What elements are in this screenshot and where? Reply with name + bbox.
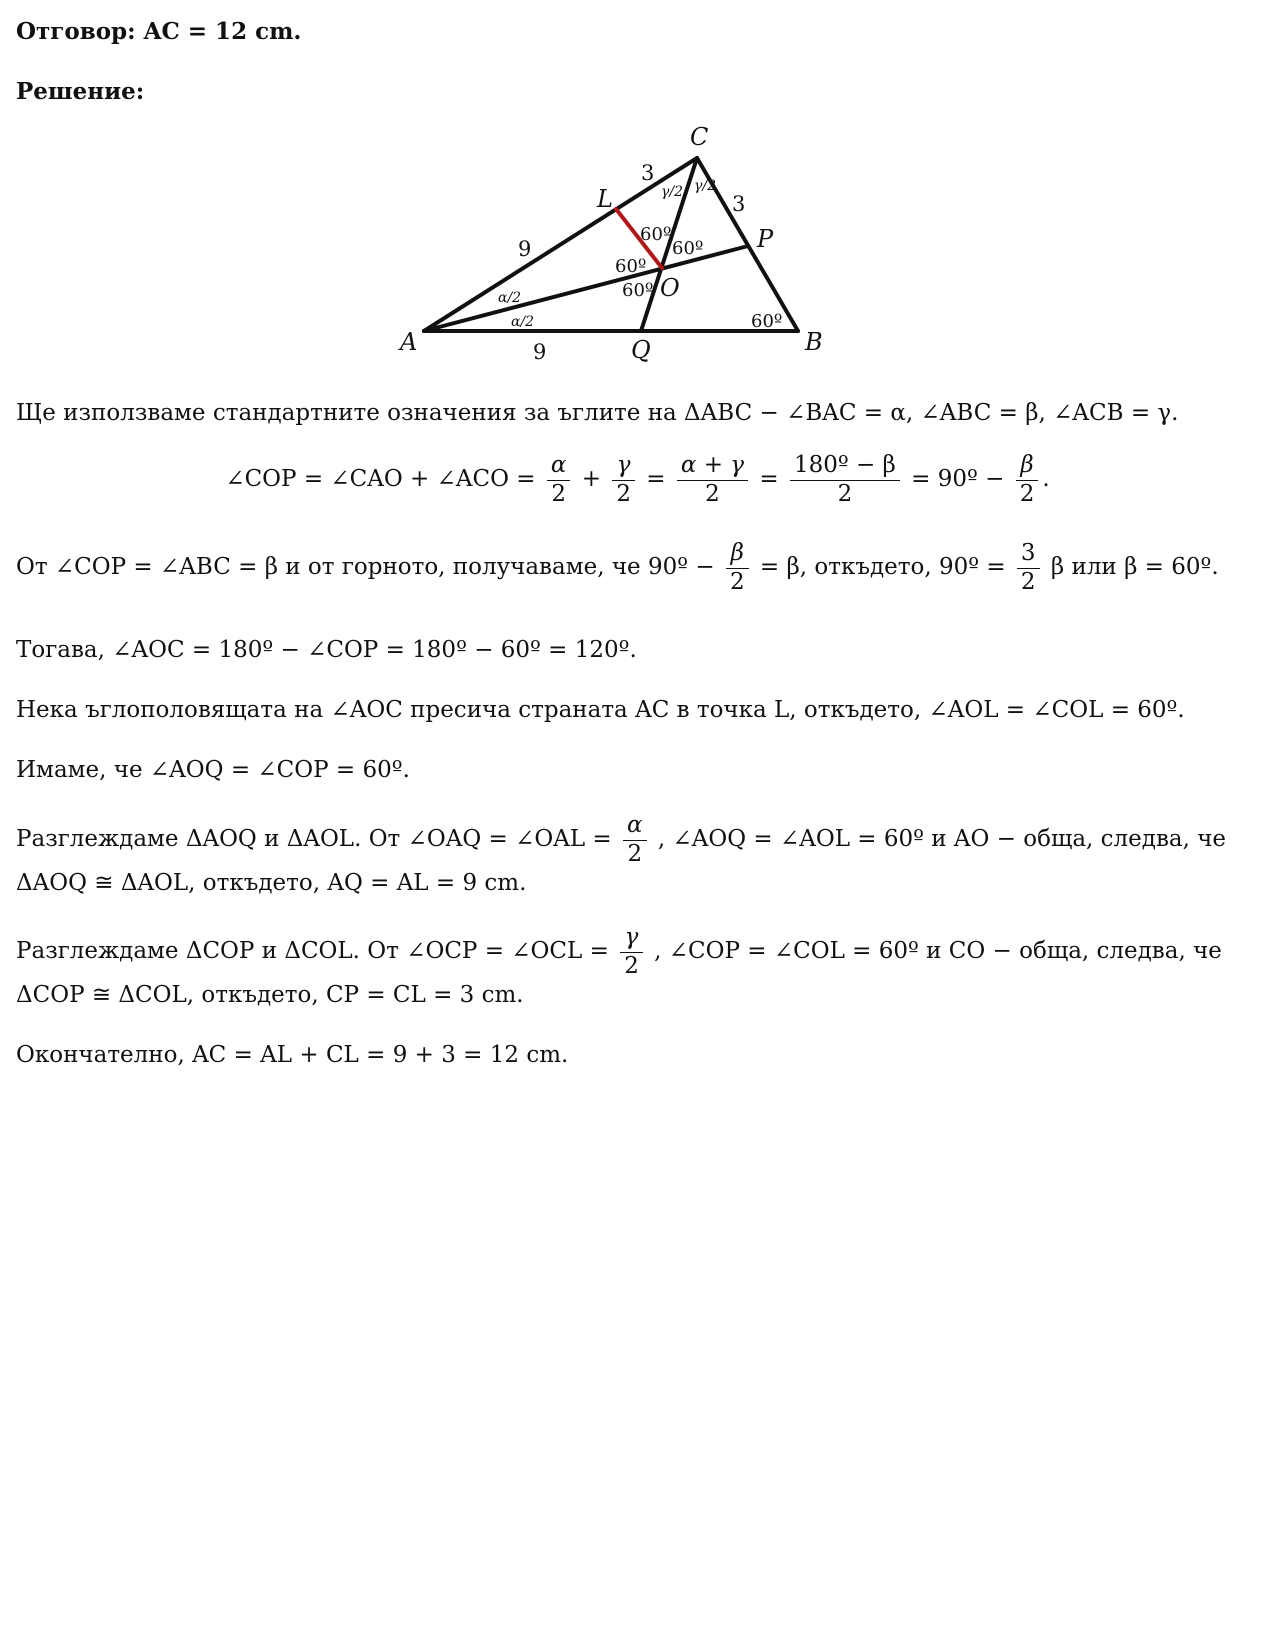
angle-cop: 60º: [672, 238, 704, 259]
point-o-label: O: [660, 274, 680, 302]
frac-3-2: $\frac{3}{2}$: [1017, 540, 1040, 596]
vertex-c-label: C: [690, 123, 709, 151]
vertex-b-label: B: [805, 328, 823, 356]
solution-heading: Решение:: [16, 78, 145, 105]
intro-paragraph: Ще използваме стандартните означения за ъглите на ΔABC − ∠BAC = α, ∠ABC = β, ∠ACB = γ.: [16, 400, 1179, 426]
frac-alpha-2-b: $\frac{\alpha}{2}$: [623, 812, 647, 868]
paragraph-8: Окончателно, AC = AL + CL = 9 + 3 = 12 cm.: [16, 1042, 569, 1068]
frac-gamma-2: $\frac{\gamma}{2}$: [612, 452, 635, 508]
paragraph-7: Разглеждаме ΔCOP и ΔCOL. От ∠OCP = ∠OCL = $\frac{\gamma}{2}$ , ∠COP = ∠COL = 60º и CO − обща, следва, че: [16, 924, 1222, 979]
point-q-label: Q: [631, 336, 651, 364]
label-al: 9: [518, 237, 532, 261]
frac-beta-2-b: $\frac{\beta}{2}$: [726, 540, 749, 596]
paragraph-5: Имаме, че ∠AOQ = ∠COP = 60º.: [16, 757, 410, 783]
angle-b: 60º: [751, 311, 783, 332]
gamma-half-left: γ/2: [661, 184, 683, 200]
answer-line: Отговор: AC = 12 cm.: [16, 18, 302, 45]
paragraph-6-line-2: ΔAOQ ≅ ΔAOL, откъдето, AQ = AL = 9 cm.: [16, 870, 527, 896]
frac-alpha-plus-gamma: $\frac{\alpha + \gamma}{2}$: [677, 452, 748, 508]
alpha-half-lower: α/2: [511, 314, 535, 330]
label-cl: 3: [641, 161, 655, 185]
equals-sign-1: =: [646, 466, 666, 493]
angle-aol: 60º: [615, 256, 647, 277]
paragraph-2: От ∠COP = ∠ABC = β и от горното, получаваме, че 90º − $\frac{\beta}{2}$ = β, откъдето, 90º = $\frac{3}{2}$ β или β = 60º.: [16, 540, 1219, 595]
angle-loc: 60º: [640, 224, 672, 245]
main-formula: ∠COP = ∠CAO + ∠ACO = $\frac{\alpha}{2}$ + $\frac{\gamma}{2}$ = $\frac{\alpha + \gamma}{2}$ = $\frac{\text{180º − β}}{2}$ = 90º − $\frac{\beta}{2}$ .: [225, 452, 1050, 507]
plus-sign: +: [581, 466, 602, 493]
equals-sign-2: =: [759, 466, 779, 493]
paragraph-7-line-2: ΔCOP ≅ ΔCOL, откъдето, CP = CL = 3 cm.: [16, 982, 524, 1008]
frac-gamma-2-b: $\frac{\gamma}{2}$: [620, 924, 643, 980]
paragraph-6: Разглеждаме ΔAOQ и ΔAOL. От ∠OAQ = ∠OAL = $\frac{\alpha}{2}$ , ∠AOQ = ∠AOL = 60º и AO − обща, следва, че: [16, 812, 1227, 867]
label-cp: 3: [732, 192, 746, 216]
frac-beta-2: $\frac{\beta}{2}$: [1016, 452, 1039, 508]
triangle-diagram: [390, 115, 850, 375]
point-p-label: P: [757, 225, 774, 253]
label-aq: 9: [533, 340, 547, 364]
angle-aoq: 60º: [622, 280, 654, 301]
point-l-label: L: [597, 185, 613, 213]
alpha-half-upper: α/2: [498, 290, 522, 306]
formula-lhs: ∠COP = ∠CAO + ∠ACO =: [225, 466, 536, 493]
paragraph-4: Нека ъглополовящата на ∠AOC пресича страната AC в точка L, откъдето, ∠AOL = ∠COL = 60º.: [16, 697, 1185, 723]
paragraph-3: Тогава, ∠AOC = 180º − ∠COP = 180º − 60º = 120º.: [16, 637, 637, 663]
frac-180-minus-beta: $\frac{\text{180º − β}}{2}$: [790, 452, 900, 508]
formula-end: = 90º −: [911, 466, 1005, 493]
frac-alpha-2: $\frac{\alpha}{2}$: [547, 452, 571, 508]
gamma-half-right: γ/2: [694, 178, 716, 194]
vertex-a-label: A: [400, 328, 418, 356]
